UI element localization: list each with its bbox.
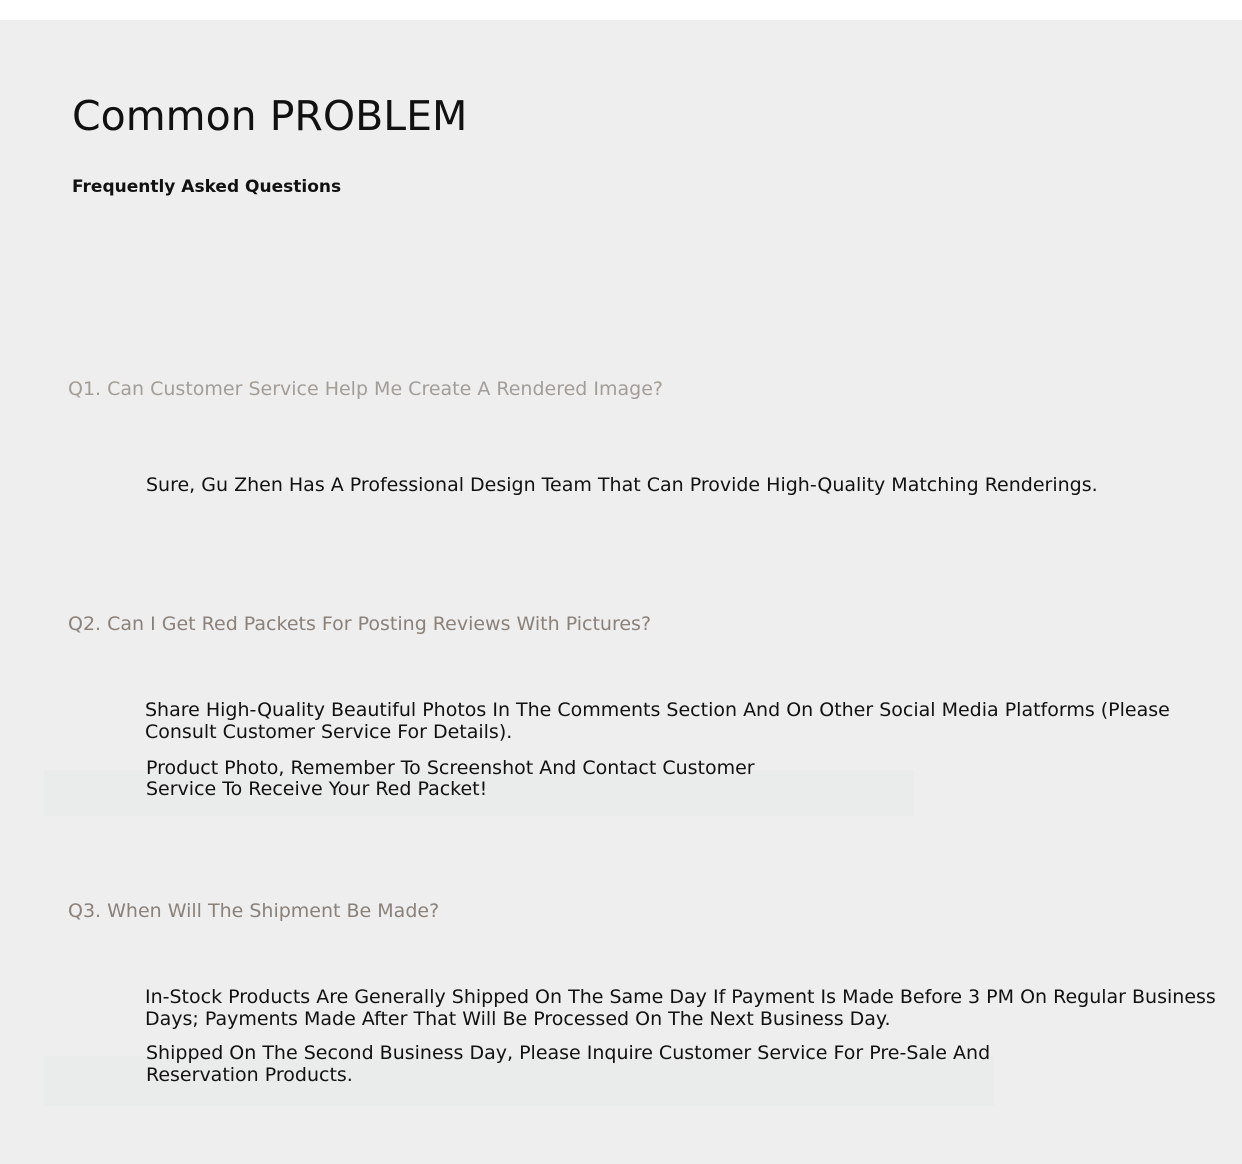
- faq-answer-3-part-1: In-Stock Products Are Generally Shipped On The Same Day If Payment Is Made Before 3 PM On Regular Business Days; Payments Made After That Will Be Processed On The Next Business Day.: [145, 986, 1216, 1030]
- faq-answer-2-part-1: Share High-Quality Beautiful Photos In The Comments Section And On Other Social Media Platforms (Please Consult Customer Service For Details).: [145, 699, 1170, 743]
- faq-question-2: Q2. Can I Get Red Packets For Posting Reviews With Pictures?: [68, 613, 652, 635]
- page-title: Common PROBLEM: [72, 92, 468, 140]
- faq-answer-2-part-2: Product Photo, Remember To Screenshot And Contact Customer Service To Receive Your Red Packet!: [146, 757, 755, 800]
- faq-answer-1: Sure, Gu Zhen Has A Professional Design Team That Can Provide High-Quality Matching Renderings.: [146, 474, 1098, 496]
- faq-question-1: Q1. Can Customer Service Help Me Create A Rendered Image?: [68, 378, 663, 400]
- faq-answer-3-part-2: Shipped On The Second Business Day, Please Inquire Customer Service For Pre-Sale And Reservation Products.: [146, 1042, 991, 1086]
- page-subtitle: Frequently Asked Questions: [72, 177, 342, 197]
- faq-question-3: Q3. When Will The Shipment Be Made?: [68, 900, 440, 922]
